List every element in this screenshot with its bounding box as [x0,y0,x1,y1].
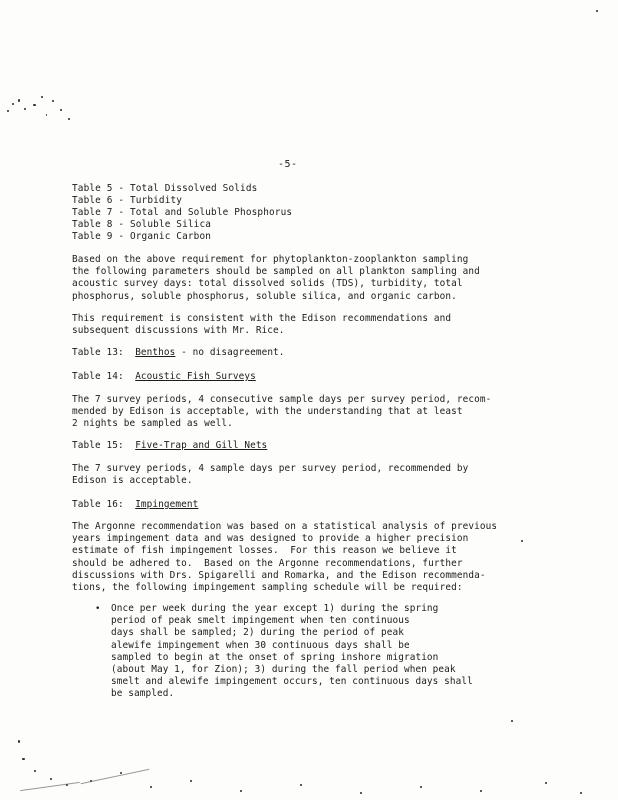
table-list-item: Table 7 - Total and Soluble Phosphorus [72,207,293,218]
impingement-paragraph [72,521,497,594]
consistency-paragraph [72,313,451,337]
bullet-line: sampled to begin at the onset of spring inshore migration [111,651,439,663]
page-number: -5- [278,159,298,170]
acoustic-paragraph [72,394,491,431]
bullet-text [111,603,473,701]
paragraph-line: the following parameters should be sampled on all plankton sampling and [72,266,480,278]
paragraph-line: The Argonne recommendation was based on a statistical analysis of previous [72,521,498,532]
table14-title: Acoustic Fish Surveys [135,371,256,382]
nets-paragraph [72,463,468,487]
table16-prefix: Table 16: [72,499,136,510]
table15-heading [72,440,267,452]
bullet-line: days shall be sampled; 2) during the period of peak [111,627,404,639]
paragraph-line: phosphorus, soluble phosphorus, soluble silica, and organic carbon. [72,290,457,302]
table16-heading [72,499,198,511]
bullet-line: period of peak smelt impingement when ten continuous [111,615,410,627]
bullet-line: alewife impingement when 30 continuous days shall be [111,639,410,651]
table16-title: Impingement [135,499,199,510]
bullet-line: be sampled. [111,688,175,700]
paragraph-line: tions, the following impingement sampling schedule will be required: [72,582,463,594]
plankton-paragraph [72,254,480,303]
paragraph-line: This requirement is consistent with the Edison recommendations and [72,313,452,324]
paragraph-line: 2 nights be sampled as well. [72,418,233,430]
table13-title: Benthos [135,347,176,358]
paragraph-line: acoustic survey days: total dissolved solids (TDS), turbidity, total [72,278,463,290]
table14-prefix: Table 14: [72,371,136,382]
paragraph-line: years impingement data and was designed to provide a higher precision [72,533,469,545]
paragraph-line: discussions with Drs. Spigarelli and Romarka, and the Edison recommenda- [72,569,486,581]
table15-prefix: Table 15: [72,440,136,451]
table-list-item: Table 9 - Organic Carbon [72,231,212,242]
paragraph-line: mended by Edison is acceptable, with the understanding that at least [72,406,463,418]
table-list-item: Table 6 - Turbidity [72,195,183,206]
table-list [72,183,292,243]
table-list-item: Table 5 - Total Dissolved Solids [72,183,258,194]
bullet-icon: • [95,604,101,614]
paragraph-line: The 7 survey periods, 4 consecutive sample days per survey period, recom- [72,394,492,405]
table-list-item: Table 8 - Soluble Silica [72,219,212,230]
bullet-line: smelt and alewife impingement occurs, ten continuous days shall [111,676,473,688]
paragraph-line: Based on the above requirement for phytoplankton-zooplankton sampling [72,254,469,265]
table15-title: Five-Trap and Gill Nets [135,440,268,451]
paragraph-line: estimate of fish impingement losses. For this reason we believe it [72,545,457,557]
bullet-line: Once per week during the year except 1) during the spring [111,603,439,614]
paragraph-line: subsequent discussions with Mr. Rice. [72,325,285,337]
table13-heading [72,347,285,359]
paragraph-line: The 7 survey periods, 4 sample days per survey period, recommended by [72,463,469,474]
table13-prefix: Table 13: [72,347,136,358]
bullet-line: (about May 1, for Zion); 3) during the fall period when peak [111,664,456,676]
table14-heading [72,371,256,383]
paragraph-line: Edison is acceptable. [72,475,193,487]
paragraph-line: should be adhered to. Based on the Argonne recommendations, further [72,557,463,569]
table13-suffix: - no disagreement. [175,347,285,358]
